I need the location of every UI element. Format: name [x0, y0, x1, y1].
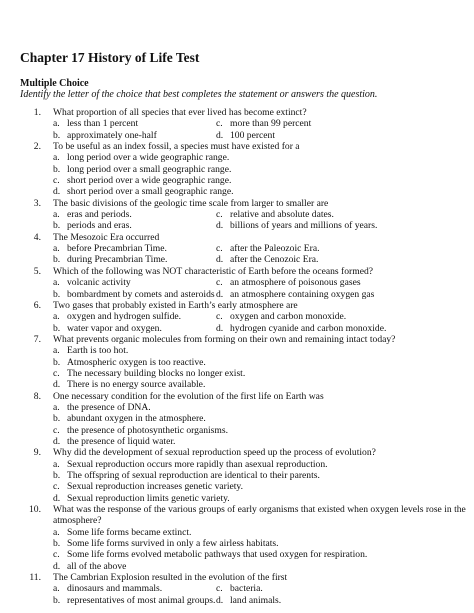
question-item — [0, 232, 474, 266]
answer-option: There is no energy source available. — [67, 379, 206, 391]
answer-option: periods and eras. — [67, 220, 132, 232]
question-number: 10. — [29, 504, 41, 516]
answer-row — [0, 254, 474, 265]
answer-option: all of the above — [67, 560, 127, 572]
answer-letter: b. — [53, 254, 61, 266]
answer-letter: a. — [53, 152, 60, 164]
answer-row — [0, 130, 474, 141]
answer-letter: d. — [53, 560, 61, 572]
section-heading: Multiple Choice — [20, 78, 89, 89]
answer-option: Earth is too hot. — [67, 345, 129, 357]
answer-letter: c. — [216, 243, 223, 255]
answer-row — [0, 186, 474, 197]
question-number: 2. — [33, 141, 41, 153]
answer-letter: d. — [53, 492, 61, 504]
question-text: The Cambrian Explosion resulted in the evolution of the first — [53, 572, 288, 584]
answer-option: dinosaurs and mammals. — [67, 583, 163, 595]
answer-letter: d. — [53, 379, 61, 391]
answer-letter: a. — [53, 311, 60, 323]
answer-row — [0, 220, 474, 231]
answer-option: Some life forms became extinct. — [67, 526, 192, 538]
answer-option: Sexual reproduction limits genetic variety. — [67, 492, 230, 504]
question-stem-line — [0, 515, 474, 526]
answer-row — [0, 311, 474, 322]
answer-option: Some life forms survived in only a few airless habitats. — [67, 538, 279, 550]
question-text: The basic divisions of the geologic time scale from larger to smaller are — [53, 197, 329, 209]
question-text: atmosphere? — [53, 515, 102, 527]
answer-letter: c. — [216, 277, 223, 289]
question-number: 1. — [33, 107, 41, 118]
answer-letter: b. — [53, 129, 61, 141]
question-stem-line — [0, 391, 474, 402]
answer-letter: a. — [53, 243, 60, 255]
question-stem-line — [0, 334, 474, 345]
answer-letter: d. — [216, 254, 224, 266]
answer-option: bombardment by comets and asteroids — [67, 288, 215, 300]
answer-option: land animals. — [230, 594, 282, 606]
answer-option: oxygen and hydrogen sulfide. — [67, 311, 182, 323]
answer-letter: b. — [53, 538, 61, 550]
answer-row — [0, 323, 474, 334]
question-item — [0, 447, 474, 504]
answer-letter: a. — [53, 209, 60, 221]
answer-row — [0, 583, 474, 594]
answer-option: less than 1 percent — [67, 118, 139, 130]
answer-row — [0, 538, 474, 549]
question-number: 11. — [29, 572, 41, 584]
answer-row — [0, 549, 474, 560]
question-number: 8. — [33, 390, 41, 402]
answer-letter: b. — [53, 322, 61, 334]
answer-letter: d. — [216, 288, 224, 300]
answer-option: before Precambrian Time. — [67, 243, 167, 255]
answer-option: short period over a small geographic range. — [67, 186, 234, 198]
answer-row — [0, 425, 474, 436]
answer-row — [0, 481, 474, 492]
question-stem-line — [0, 232, 474, 243]
answer-option: an atmosphere containing oxygen gas — [230, 288, 375, 300]
answer-row — [0, 243, 474, 254]
answer-option: long period over a small geographic range. — [67, 163, 232, 175]
answer-letter: b. — [53, 220, 61, 232]
answer-row — [0, 595, 474, 606]
question-text: To be useful as an index fossil, a species must have existed for a — [53, 141, 300, 153]
question-stem-line — [0, 107, 474, 118]
question-text: What prevents organic molecules from forming on their own and remaining intact today? — [53, 333, 396, 345]
answer-option: representatives of most animal groups. — [67, 594, 216, 606]
answer-row — [0, 175, 474, 186]
answer-letter: c. — [53, 175, 60, 187]
question-text: Which of the following was NOT characteristic of Earth before the oceans formed? — [53, 265, 374, 277]
answer-letter: b. — [53, 413, 61, 425]
answer-letter: b. — [53, 163, 61, 175]
answer-option: during Precambrian Time. — [67, 254, 168, 266]
answer-option: relative and absolute dates. — [230, 209, 334, 221]
question-stem-line — [0, 141, 474, 152]
answer-option: The offspring of sexual reproduction are identical to their parents. — [67, 470, 320, 481]
answer-row — [0, 561, 474, 572]
question-stem-line — [0, 504, 474, 515]
answer-letter: c. — [216, 209, 223, 221]
page-title: Chapter 17 History of Life Test — [20, 50, 200, 65]
answer-letter: a. — [53, 118, 60, 130]
question-text: Why did the development of sexual reproduction speed up the process of evolution? — [53, 447, 376, 459]
question-stem-line — [0, 300, 474, 311]
answer-letter: c. — [216, 583, 223, 595]
answer-option: approximately one-half — [67, 129, 157, 141]
question-item — [0, 300, 474, 334]
answer-row — [0, 152, 474, 163]
answer-letter: d. — [53, 186, 61, 198]
answer-option: volcanic activity — [67, 277, 131, 289]
question-number: 4. — [33, 231, 41, 243]
answer-letter: a. — [53, 526, 60, 538]
question-number: 5. — [33, 265, 41, 277]
answer-option: Sexual reproduction occurs more rapidly than asexual reproduction. — [67, 458, 328, 470]
answer-option: after the Paleozoic Era. — [230, 243, 320, 255]
answer-letter: c. — [53, 367, 60, 379]
question-item — [0, 198, 474, 232]
answer-option: hydrogen cyanide and carbon monoxide. — [230, 322, 387, 334]
answer-row — [0, 357, 474, 368]
answer-row — [0, 368, 474, 379]
answer-option: the presence of DNA. — [67, 401, 151, 413]
answer-letter: b. — [53, 594, 61, 606]
answer-option: long period over a wide geographic range. — [67, 152, 230, 164]
question-number: 9. — [33, 447, 41, 459]
question-text: Two gases that probably existed in Earth’s early atmosphere are — [53, 299, 298, 311]
answer-option: The necessary building blocks no longer exist. — [67, 367, 246, 379]
answer-letter: d. — [216, 594, 224, 606]
answer-row — [0, 289, 474, 300]
question-text: The Mesozoic Era occurred — [53, 231, 160, 243]
answer-row — [0, 379, 474, 390]
question-number: 3. — [33, 197, 41, 209]
answer-row — [0, 436, 474, 447]
answer-letter: c. — [216, 118, 223, 130]
answer-option: Some life forms evolved metabolic pathways that used oxygen for respiration. — [67, 549, 368, 561]
question-item — [0, 107, 474, 141]
answer-row — [0, 164, 474, 175]
answer-row — [0, 118, 474, 129]
answer-letter: a. — [53, 277, 60, 289]
question-number: 7. — [33, 333, 41, 345]
answer-letter: d. — [53, 435, 61, 447]
answer-letter: c. — [53, 549, 60, 561]
answer-option: 100 percent — [230, 129, 276, 141]
answer-row — [0, 470, 474, 481]
answer-option: abundant oxygen in the atmosphere. — [67, 413, 206, 425]
question-item — [0, 141, 474, 198]
answer-letter: a. — [53, 345, 60, 357]
answer-option: short period over a wide geographic range. — [67, 175, 232, 187]
answer-letter: b. — [53, 470, 61, 481]
answer-option: the presence of photosynthetic organisms. — [67, 424, 229, 436]
answer-option: bacteria. — [230, 583, 263, 595]
question-stem-line — [0, 447, 474, 458]
question-item — [0, 334, 474, 391]
answer-row — [0, 277, 474, 288]
answer-row — [0, 459, 474, 470]
answer-option: Sexual reproduction increases genetic variety. — [67, 481, 243, 493]
answer-letter: b. — [53, 288, 61, 300]
answer-letter: c. — [53, 424, 60, 436]
answer-row — [0, 402, 474, 413]
answer-row — [0, 493, 474, 504]
answer-letter: d. — [216, 220, 224, 232]
answer-letter: b. — [53, 356, 61, 368]
answer-letter: a. — [53, 458, 60, 470]
question-stem-line — [0, 572, 474, 583]
answer-option: eras and periods. — [67, 209, 132, 221]
answer-letter: a. — [53, 401, 60, 413]
answer-option: billions of years and millions of years. — [230, 220, 378, 232]
answer-letter: a. — [53, 583, 60, 595]
answer-option: Atmospheric oxygen is too reactive. — [67, 356, 206, 368]
answer-letter: d. — [216, 322, 224, 334]
answer-letter: d. — [216, 129, 224, 141]
question-text: One necessary condition for the evolution of the first life on Earth was — [53, 390, 324, 402]
answer-row — [0, 345, 474, 356]
question-item — [0, 572, 474, 606]
question-stem-line — [0, 266, 474, 277]
question-item — [0, 266, 474, 300]
answer-option: the presence of liquid water. — [67, 435, 176, 447]
question-list — [0, 107, 474, 606]
question-stem-line — [0, 198, 474, 209]
question-item — [0, 504, 474, 572]
answer-row — [0, 209, 474, 220]
answer-option: after the Cenozoic Era. — [230, 254, 319, 266]
answer-letter: c. — [53, 481, 60, 493]
instructions-text: Identify the letter of the choice that best completes the statement or answers the question. — [20, 89, 378, 100]
question-number: 6. — [33, 299, 41, 311]
answer-option: oxygen and carbon monoxide. — [230, 311, 347, 323]
question-text: What proportion of all species that ever lived has become extinct? — [53, 107, 307, 118]
answer-letter: c. — [216, 311, 223, 323]
answer-option: an atmosphere of poisonous gases — [230, 277, 361, 289]
answer-row — [0, 413, 474, 424]
answer-option: more than 99 percent — [230, 118, 312, 130]
answer-row — [0, 527, 474, 538]
question-text: What was the response of the various groups of early organisms that existed when oxygen levels rose in the — [53, 504, 466, 516]
answer-option: water vapor and oxygen. — [67, 322, 162, 334]
question-item — [0, 391, 474, 448]
